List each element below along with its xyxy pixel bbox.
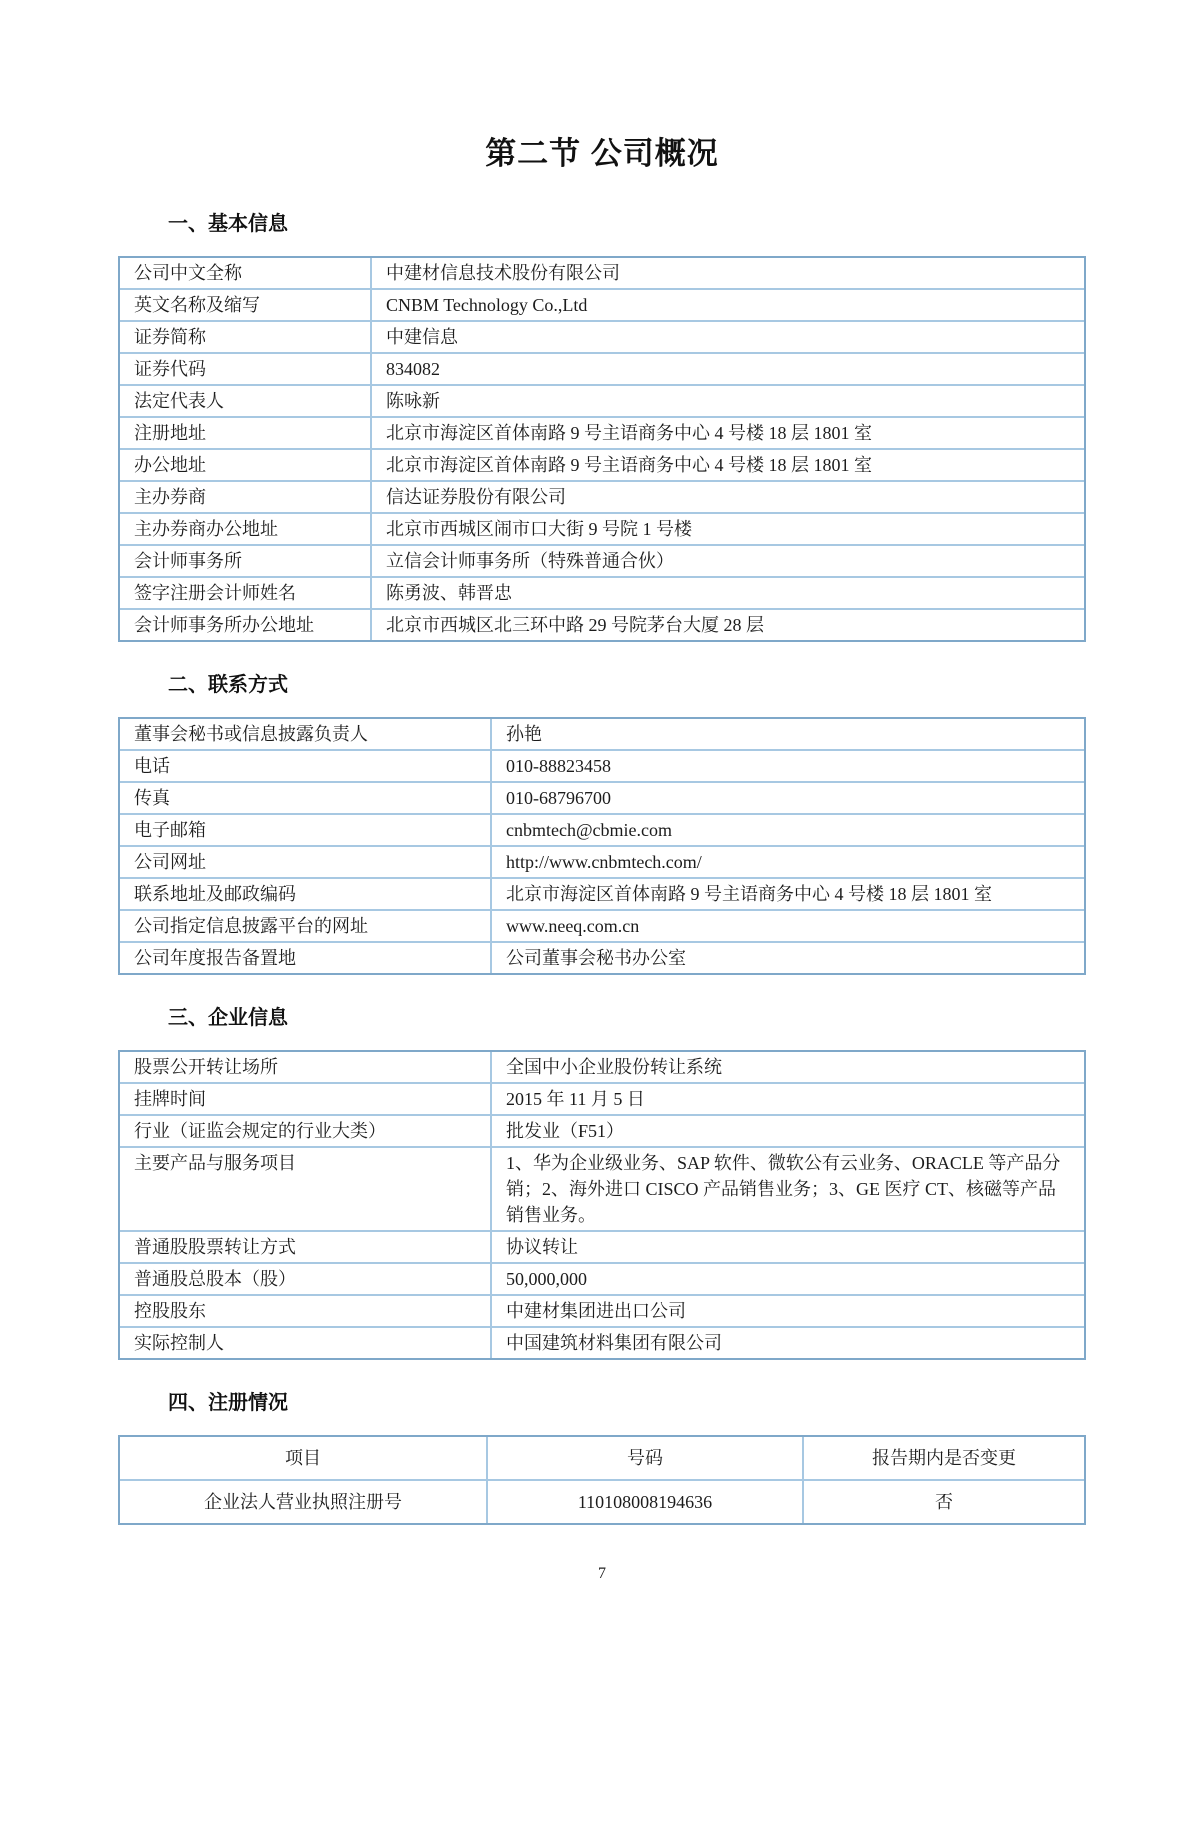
- row-label: 挂牌时间: [120, 1084, 492, 1114]
- table-row: [120, 352, 1084, 384]
- row-value: 北京市海淀区首体南路 9 号主语商务中心 4 号楼 18 层 1801 室: [506, 884, 992, 904]
- table-header-row: [120, 1437, 1084, 1479]
- column-header: 项目: [120, 1437, 488, 1479]
- row-value: 834082: [386, 359, 440, 379]
- row-value: 信达证券股份有限公司: [386, 487, 566, 507]
- table-row: [120, 719, 1084, 749]
- row-value: 中建材信息技术股份有限公司: [386, 263, 620, 283]
- table-row: [120, 1230, 1084, 1262]
- row-label: 主办券商办公地址: [120, 514, 372, 544]
- row-value: 北京市海淀区首体南路 9 号主语商务中心 4 号楼 18 层 1801 室: [386, 423, 872, 443]
- row-label: 会计师事务所办公地址: [120, 610, 372, 640]
- row-label: 签字注册会计师姓名: [120, 578, 372, 608]
- row-cell: 企业法人营业执照注册号: [120, 1481, 488, 1523]
- row-label: 传真: [120, 783, 492, 813]
- row-value: 陈勇波、韩晋忠: [386, 583, 512, 603]
- row-label: 证券代码: [120, 354, 372, 384]
- table-row: [120, 749, 1084, 781]
- table-row: [120, 1082, 1084, 1114]
- row-label: 主办券商: [120, 482, 372, 512]
- registration-info-table: [118, 1435, 1086, 1525]
- row-value: 立信会计师事务所（特殊普通合伙）: [386, 551, 674, 571]
- row-label: 证券简称: [120, 322, 372, 352]
- document-page: [0, 128, 1200, 1583]
- row-label: 普通股股票转让方式: [120, 1232, 492, 1262]
- row-cell: 110108008194636: [488, 1481, 804, 1523]
- row-value: 批发业（F51）: [506, 1121, 625, 1141]
- table-row: [120, 1294, 1084, 1326]
- page-title: 第二节 公司概况: [485, 136, 719, 171]
- row-value: 中建信息: [386, 327, 458, 347]
- table-row: [120, 544, 1084, 576]
- row-value: 北京市西城区北三环中路 29 号院茅台大厦 28 层: [386, 615, 764, 635]
- row-value: 中建材集团进出口公司: [506, 1301, 686, 1321]
- row-label: 控股股东: [120, 1296, 492, 1326]
- row-value: 孙艳: [506, 724, 542, 744]
- table-row: [120, 576, 1084, 608]
- enterprise-info-table: [118, 1050, 1086, 1360]
- row-label: 主要产品与服务项目: [120, 1148, 492, 1230]
- row-value: 1、华为企业级业务、SAP 软件、微软公有云业务、ORACLE 等产品分销；2、海外进口 CISCO 产品销售业务；3、GE 医疗 CT、核磁等产品销售业务。: [506, 1153, 1061, 1225]
- row-label: 公司中文全称: [120, 258, 372, 288]
- row-value: 北京市西城区闹市口大街 9 号院 1 号楼: [386, 519, 692, 539]
- table-row: [120, 781, 1084, 813]
- section-heading-registration-info: 四、注册情况: [168, 1392, 288, 1414]
- table-row: [120, 1146, 1084, 1230]
- table-row: [120, 1052, 1084, 1082]
- table-row: [120, 1114, 1084, 1146]
- row-value: 50,000,000: [506, 1269, 587, 1289]
- contact-info-table: [118, 717, 1086, 975]
- column-header: 号码: [488, 1437, 804, 1479]
- table-row: [120, 1326, 1084, 1358]
- row-label: 电话: [120, 751, 492, 781]
- row-label: 法定代表人: [120, 386, 372, 416]
- column-header: 报告期内是否变更: [872, 1448, 1016, 1468]
- row-value: 010-68796700: [506, 788, 611, 808]
- row-value: 公司董事会秘书办公室: [506, 948, 686, 968]
- row-value: www.neeq.com.cn: [506, 916, 640, 936]
- table-row: [120, 877, 1084, 909]
- table-row: [120, 813, 1084, 845]
- row-value: 协议转让: [506, 1237, 578, 1257]
- row-value: 中国建筑材料集团有限公司: [506, 1333, 722, 1353]
- table-row: [120, 909, 1084, 941]
- row-label: 股票公开转让场所: [120, 1052, 492, 1082]
- table-row: [120, 448, 1084, 480]
- row-label: 电子邮箱: [120, 815, 492, 845]
- basic-info-table: [118, 256, 1086, 642]
- section-heading-enterprise-info: 三、企业信息: [168, 1007, 288, 1029]
- table-row: [120, 845, 1084, 877]
- table-row: [120, 512, 1084, 544]
- row-label: 公司网址: [120, 847, 492, 877]
- row-label: 办公地址: [120, 450, 372, 480]
- row-value: cnbmtech@cbmie.com: [506, 820, 673, 840]
- section-heading-contact-info: 二、联系方式: [168, 674, 288, 696]
- table-row: [120, 384, 1084, 416]
- table-row: [120, 1262, 1084, 1294]
- row-label: 联系地址及邮政编码: [120, 879, 492, 909]
- table-row: [120, 258, 1084, 288]
- section-heading-basic-info: 一、基本信息: [168, 213, 288, 235]
- row-value: 北京市海淀区首体南路 9 号主语商务中心 4 号楼 18 层 1801 室: [386, 455, 872, 475]
- row-label: 实际控制人: [120, 1328, 492, 1358]
- table-row: [120, 288, 1084, 320]
- row-value: 陈咏新: [386, 391, 440, 411]
- row-cell: 否: [935, 1492, 953, 1512]
- row-label: 会计师事务所: [120, 546, 372, 576]
- table-row: [120, 480, 1084, 512]
- row-label: 注册地址: [120, 418, 372, 448]
- row-label: 公司年度报告备置地: [120, 943, 492, 973]
- table-row: [120, 416, 1084, 448]
- row-label: 普通股总股本（股）: [120, 1264, 492, 1294]
- row-label: 董事会秘书或信息披露负责人: [120, 719, 492, 749]
- row-value: 全国中小企业股份转让系统: [506, 1057, 722, 1077]
- row-value: CNBM Technology Co.,Ltd: [386, 295, 588, 315]
- row-value: 010-88823458: [506, 756, 611, 776]
- row-label: 英文名称及缩写: [120, 290, 372, 320]
- table-row: [120, 941, 1084, 973]
- row-label: 行业（证监会规定的行业大类）: [120, 1116, 492, 1146]
- table-row: [120, 320, 1084, 352]
- row-value: http://www.cnbmtech.com/: [506, 852, 702, 872]
- page-number: 7: [598, 1565, 606, 1582]
- table-row: [120, 608, 1084, 640]
- row-value: 2015 年 11 月 5 日: [506, 1089, 645, 1109]
- table-row: [120, 1479, 1084, 1523]
- row-label: 公司指定信息披露平台的网址: [120, 911, 492, 941]
